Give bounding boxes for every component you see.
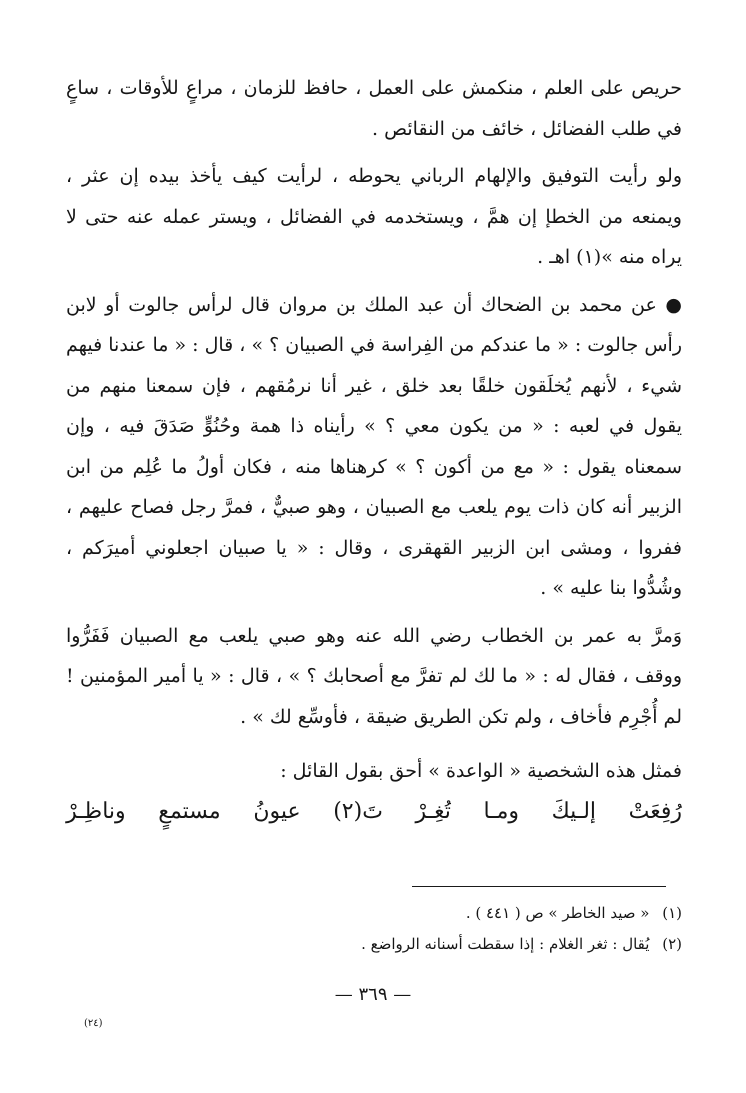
- poem-word: تَ(٢): [333, 798, 383, 824]
- poem-line: [66, 792, 682, 832]
- poem-word: عيونُ: [253, 798, 301, 824]
- poem-word: ومـا: [483, 798, 519, 824]
- footnote-number: (٢): [662, 935, 682, 953]
- paragraph-1: حريص على العلم ، منكمش على العمل ، حافظ للزمان ، مراعٍ للأوقات ، ساعٍ في طلب الفضائل ، خائف من النقائص .: [66, 77, 682, 140]
- footnote-divider: [412, 886, 666, 887]
- printer-signature-mark: (٢٤): [84, 1018, 103, 1029]
- poem-word: وناظِـرْ: [66, 798, 126, 824]
- footnote-text: يُقال : ثغر الغلام : إذا سقطت أسنانه الرواضع .: [361, 935, 650, 953]
- poem-word: إلـيكَ: [551, 798, 597, 824]
- page-number: — ٣٦٩ —: [334, 984, 412, 1005]
- footnote-1: [66, 898, 682, 929]
- footnote-text: « صيد الخاطر » ص ( ٤٤١ ) .: [465, 904, 650, 922]
- poem-word: تُغِـرْ: [415, 798, 451, 824]
- main-text: [66, 68, 682, 832]
- footnote-2: [66, 929, 682, 960]
- poem-word: مستمعٍ: [158, 798, 221, 824]
- paragraph-4: وَمرَّ به عمر بن الخطاب رضي الله عنه وهو صبي يلعب مع الصبيان فَفَرُّوا ووقف ، فقال له : « ما لك لم تفرَّ مع أصحابك ؟ » ، قال : « يا أمير المؤمنين ! لم أُجْرِم فأخاف ، ولم تكن الطريق ضيقة ، فأوسِّع لك » .: [66, 624, 682, 728]
- paragraph-5: فمثل هذه الشخصية « الواعدة » أحق بقول القائل :: [280, 760, 682, 782]
- footnotes: [66, 898, 682, 960]
- paragraph-2: ولو رأيت التوفيق والإلهام الرباني يحوطه ، لرأيت كيف يأخذ بيده إن عثر ، ويمنعه من الخطإ إن همَّ ، ويستخدمه في الفضائل ، ويستر عمله عنه حتى لا يراه منه »(١) اهـ .: [66, 165, 682, 268]
- poem-word: رُفِعَتْ: [628, 798, 682, 824]
- footnote-number: (١): [662, 904, 682, 922]
- paragraph-3: ● عن محمد بن الضحاك أن عبد الملك بن مروان قال لرأس جالوت أو لابن رأس جالوت : « ما عندكم من الفِراسة في الصبيان ؟ » ، قال : « ما عندنا فيهم شيء ، لأنهم يُخلَقون خلقًا بعد خلق ، غير أنا نرمُقهم ، فإن سمعنا منهم من يقول في لعبه : « من يكون معي ؟ » رأيناه ذا همة وحُنُوٍّ صَدَقَ فيه ، وإن سمعناه يقول : « مع من أكون ؟ » كرهناها منه ، فكان أولُ ما عُلِم من ابن الزبير أنه كان ذات يوم يلعب مع الصبيان ، وهو صبيٌّ ، فمرَّ رجل فصاح عليهم ، ففروا ، ومشى ابن الزبير القهقرى ، وقال : « يا صبيان اجعلوني أميرَكم ، وشُدُّوا بنا عليه » .: [66, 293, 682, 599]
